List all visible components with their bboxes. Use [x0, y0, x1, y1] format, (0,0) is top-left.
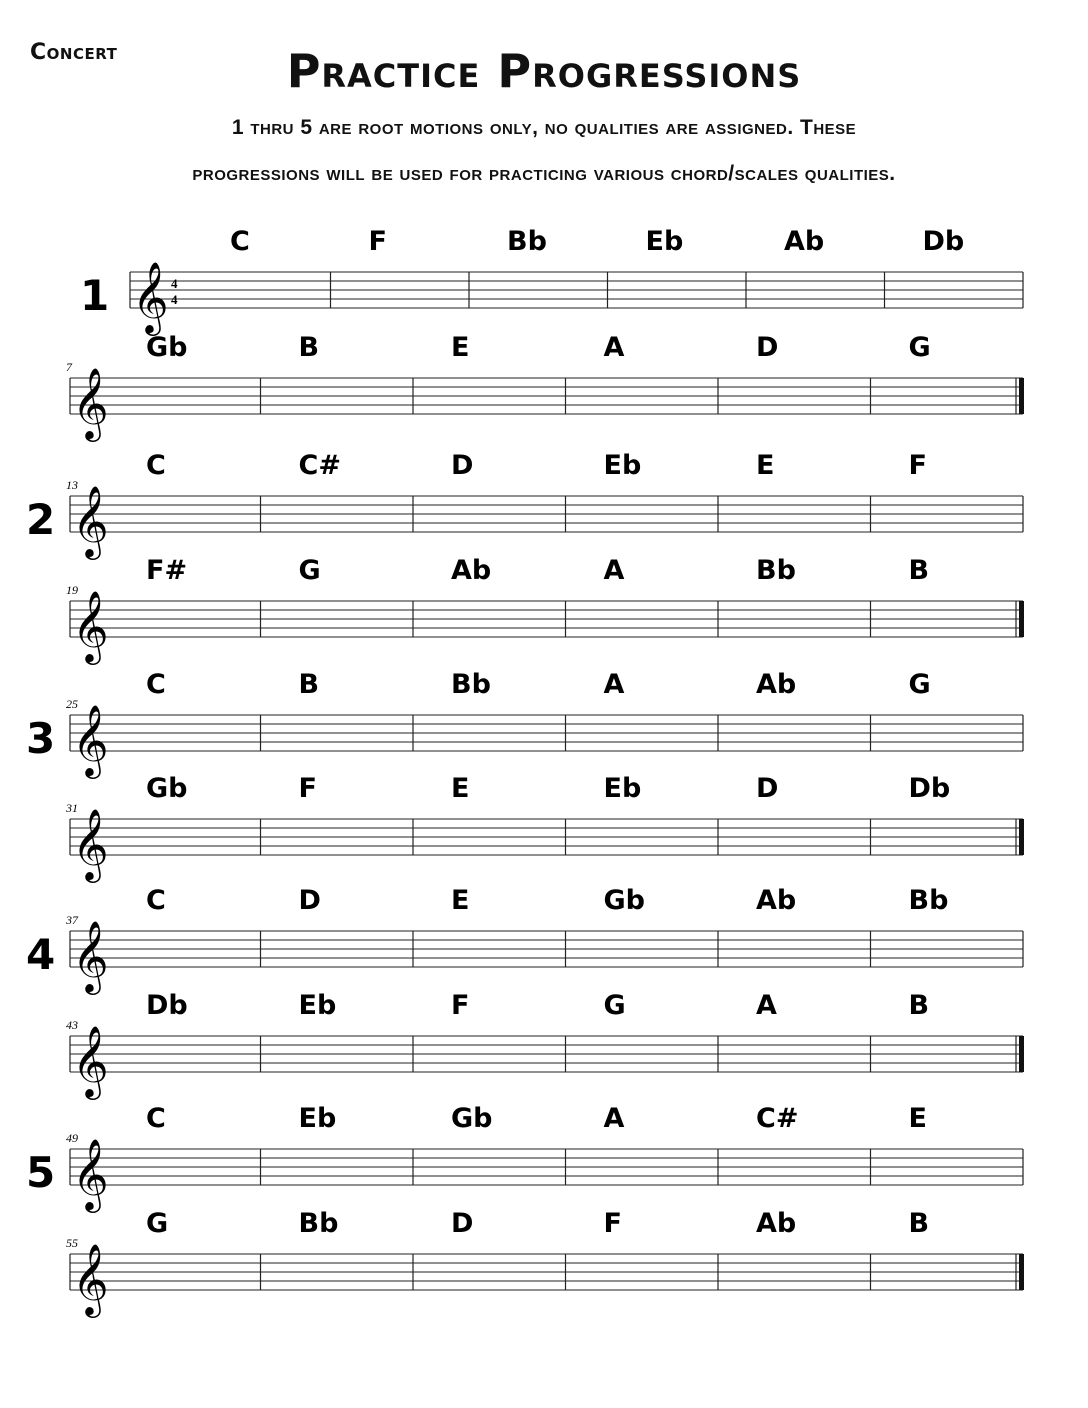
- chord-symbol: Db: [922, 226, 965, 257]
- chord-symbol: D: [451, 450, 474, 481]
- chord-symbol: Eb: [645, 226, 684, 257]
- chord-symbol: E: [451, 773, 470, 804]
- chord-symbol: Db: [908, 773, 951, 804]
- chord-symbol: F: [908, 450, 927, 481]
- chord-symbol: B: [908, 990, 930, 1021]
- measure-number: 13: [66, 478, 78, 492]
- chord-symbol: F: [451, 990, 470, 1021]
- chord-symbol: Gb: [603, 885, 645, 916]
- chord-symbol: Ab: [784, 226, 825, 257]
- chord-symbol: C: [146, 885, 166, 916]
- chord-symbol: Ab: [756, 885, 797, 916]
- chord-symbol: Ab: [756, 669, 797, 700]
- chord-symbol: G: [146, 1208, 169, 1239]
- chord-symbol: Bb: [451, 669, 491, 700]
- measure-number: 55: [66, 1236, 78, 1250]
- chord-symbol: A: [603, 1103, 625, 1134]
- treble-clef-icon: 𝄞: [72, 589, 109, 662]
- final-barline-thick: [1019, 378, 1024, 414]
- chord-symbol: A: [603, 555, 625, 586]
- concert-label: Concert: [30, 40, 118, 65]
- chord-symbol: Eb: [603, 773, 642, 804]
- chord-symbol: Gb: [146, 773, 188, 804]
- measure-number: 7: [66, 360, 72, 374]
- chord-symbol: G: [908, 332, 931, 363]
- chord-symbol: C: [146, 450, 166, 481]
- progression-number: 1: [80, 271, 110, 320]
- final-barline-thick: [1019, 601, 1024, 637]
- chord-symbol: Ab: [756, 1208, 797, 1239]
- chord-symbol: A: [756, 990, 777, 1021]
- chord-symbol: F: [298, 773, 317, 804]
- chord-symbol: C#: [298, 450, 341, 481]
- measure-number: 43: [66, 1018, 78, 1032]
- chord-symbol: B: [908, 555, 930, 586]
- chord-symbol: Gb: [451, 1103, 493, 1134]
- chord-symbol: A: [603, 669, 625, 700]
- chord-symbol: Db: [146, 990, 188, 1021]
- measure-number: 37: [66, 913, 78, 927]
- treble-clef-icon: 𝄞: [72, 1024, 109, 1097]
- treble-clef-icon: 𝄞: [132, 260, 169, 333]
- chord-symbol: C: [146, 669, 166, 700]
- progression-number: 3: [26, 714, 56, 763]
- chord-symbol: C: [146, 1103, 166, 1134]
- progression-number: 4: [26, 930, 56, 979]
- measure-number: 31: [66, 801, 78, 815]
- chord-symbol: G: [908, 669, 931, 700]
- subtitle-line-2: progressions will be used for practicing various chord/scales qualities.: [192, 162, 896, 185]
- measure-number: 19: [66, 583, 78, 597]
- treble-clef-icon: 𝄞: [72, 703, 109, 776]
- chord-symbol: Bb: [507, 226, 547, 257]
- final-barline-thick: [1019, 1254, 1024, 1290]
- chord-symbol: G: [603, 990, 626, 1021]
- page-title: Practice Progressions: [286, 44, 802, 98]
- final-barline-thick: [1019, 819, 1024, 855]
- measure-number: 25: [66, 697, 78, 711]
- chord-symbol: B: [298, 669, 320, 700]
- chord-symbol: E: [756, 450, 775, 481]
- chord-symbol: Bb: [756, 555, 796, 586]
- chord-symbol: D: [756, 773, 779, 804]
- chord-symbol: D: [756, 332, 779, 363]
- chord-symbol: F: [603, 1208, 622, 1239]
- time-signature-top: 4: [171, 276, 178, 291]
- chord-symbol: Eb: [603, 450, 642, 481]
- chord-symbol: Ab: [451, 555, 492, 586]
- chord-symbol: E: [451, 332, 470, 363]
- treble-clef-icon: 𝄞: [72, 484, 109, 557]
- treble-clef-icon: 𝄞: [72, 919, 109, 992]
- chord-symbol: G: [298, 555, 321, 586]
- chord-symbol: B: [908, 1208, 930, 1239]
- chord-symbol: E: [908, 1103, 927, 1134]
- chord-symbol: F: [368, 226, 387, 257]
- chord-symbol: D: [451, 1208, 474, 1239]
- subtitle-line-1: 1 thru 5 are root motions only, no qualities are assigned. These: [231, 116, 857, 139]
- chord-symbol: Gb: [146, 332, 188, 363]
- chord-symbol: F#: [146, 555, 188, 586]
- chord-symbol: E: [451, 885, 470, 916]
- treble-clef-icon: 𝄞: [72, 366, 109, 439]
- chord-symbol: C#: [756, 1103, 799, 1134]
- final-barline-thick: [1019, 1036, 1024, 1072]
- time-signature-bottom: 4: [171, 292, 178, 307]
- chord-symbol: Bb: [908, 885, 949, 916]
- chord-symbol: Eb: [298, 1103, 337, 1134]
- measure-number: 49: [66, 1131, 78, 1145]
- chord-symbol: C: [230, 226, 250, 257]
- treble-clef-icon: 𝄞: [72, 1137, 109, 1210]
- chord-symbol: D: [298, 885, 321, 916]
- chord-symbol: B: [298, 332, 320, 363]
- chord-symbol: Eb: [298, 990, 337, 1021]
- progression-number: 2: [26, 495, 56, 544]
- chord-symbol: A: [603, 332, 625, 363]
- chord-symbol: Bb: [298, 1208, 339, 1239]
- progression-number: 5: [26, 1148, 56, 1197]
- treble-clef-icon: 𝄞: [72, 807, 109, 880]
- treble-clef-icon: 𝄞: [72, 1242, 109, 1315]
